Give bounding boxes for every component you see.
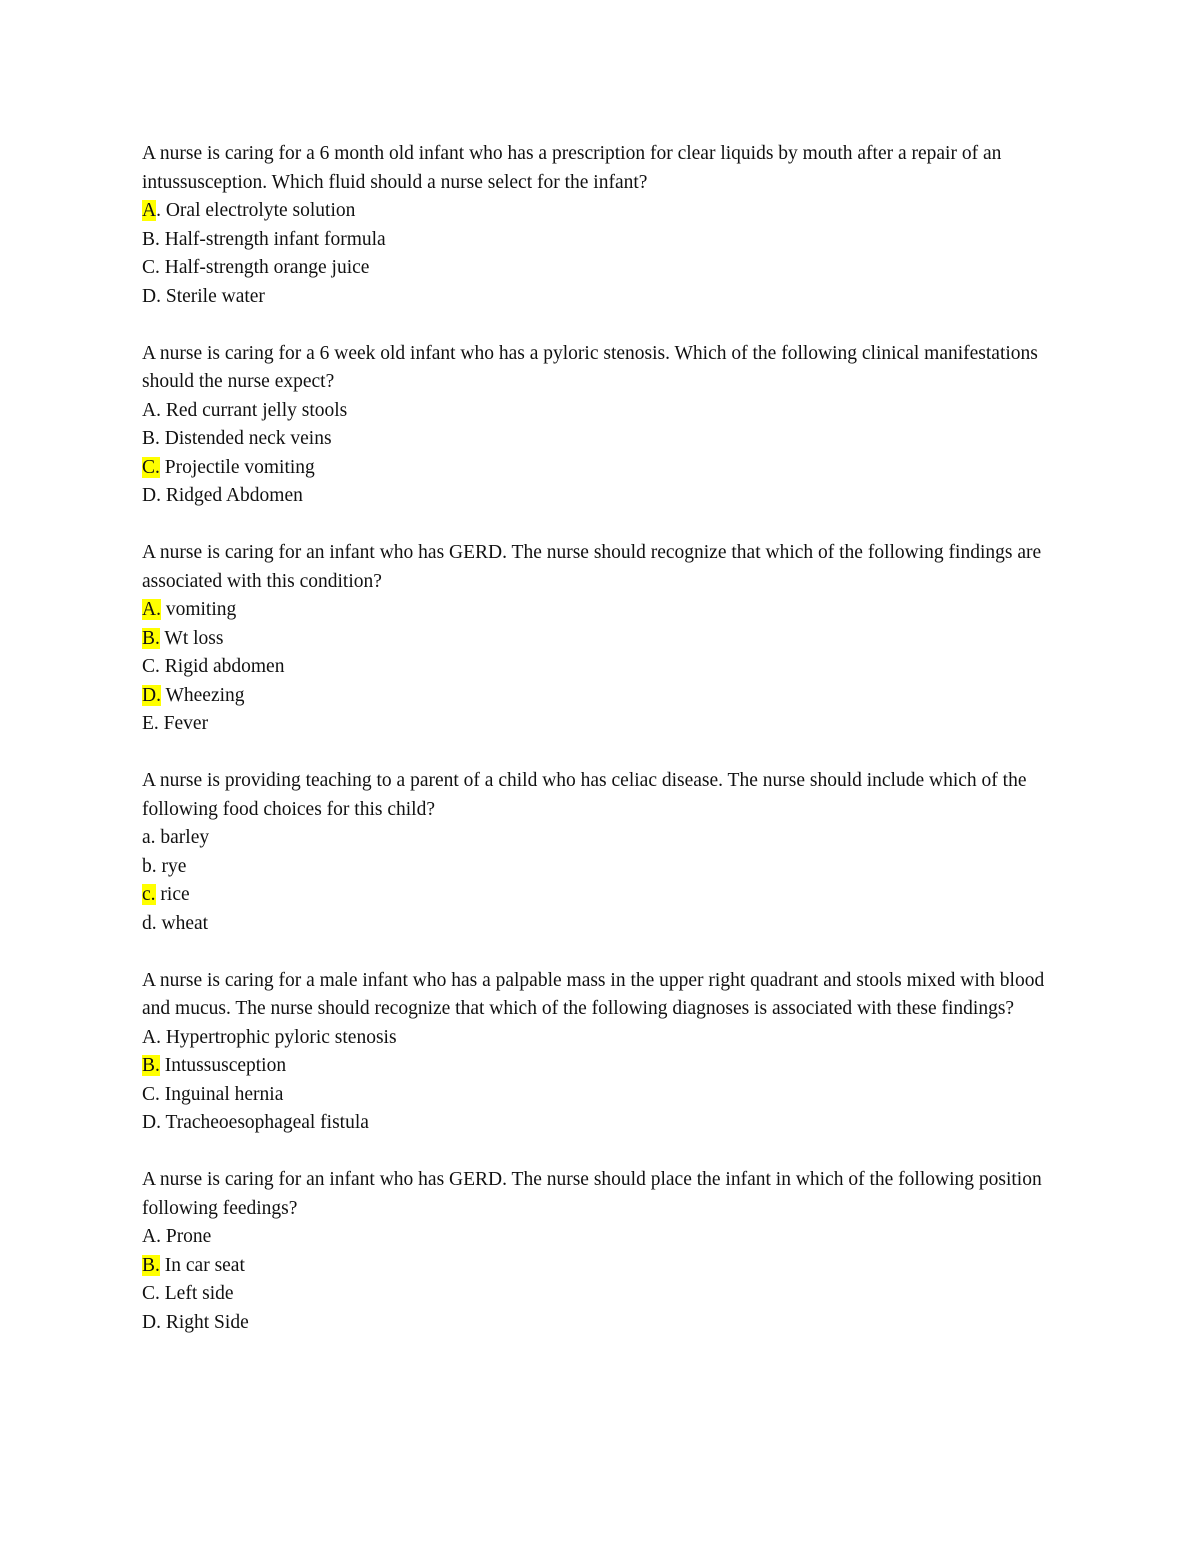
option-5d: D. Tracheoesophageal fistula xyxy=(142,1112,369,1133)
option-1d: D. Sterile water xyxy=(142,285,265,307)
option-4b: b. rye xyxy=(142,855,187,877)
option-letter: B. xyxy=(142,1055,160,1076)
question-text: A nurse is caring for a 6 month old infant who has a prescription for clear liquids by mouth after a repair of an intussusception. Which fluid should a nurse select for the infant? xyxy=(142,143,1002,193)
option-6c: C. Left side xyxy=(142,1283,234,1304)
document-body xyxy=(142,140,1062,1366)
option-letter: A. xyxy=(142,1026,161,1048)
option-letter: C. xyxy=(142,656,160,677)
option-6d: D. Right Side xyxy=(142,1311,249,1333)
option-5a: A. Hypertrophic pyloric stenosis xyxy=(142,1026,397,1048)
option-letter: A. xyxy=(142,399,161,421)
option-3e: E. Fever xyxy=(142,713,209,734)
question-4 xyxy=(142,767,1062,938)
option-letter: b. xyxy=(142,855,157,877)
option-1b: B. Half-strength infant formula xyxy=(142,228,386,250)
option-letter: D. xyxy=(142,1112,161,1133)
option-3b: B. Wt loss xyxy=(142,627,224,649)
option-2c: C. Projectile vomiting xyxy=(142,456,315,478)
option-3d: D. Wheezing xyxy=(142,684,245,706)
question-6 xyxy=(142,1166,1062,1337)
option-5b: B. Intussusception xyxy=(142,1055,287,1076)
option-letter: D. xyxy=(142,684,161,706)
option-1c: C. Half-strength orange juice xyxy=(142,257,370,278)
question-text: A nurse is providing teaching to a parent of a child who has celiac disease. The nurse should include which of the following food choices for this child? xyxy=(142,770,1027,820)
option-letter: a. xyxy=(142,827,156,848)
option-4a: a. barley xyxy=(142,827,210,848)
option-2d: D. Ridged Abdomen xyxy=(142,485,303,506)
option-letter: D. xyxy=(142,485,161,506)
question-text: A nurse is caring for a male infant who has a palpable mass in the upper right quadrant and stools mixed with blood and mucus. The nurse should recognize that which of the following diagnoses is associated with these findings? xyxy=(142,969,1045,1019)
option-letter: C. xyxy=(142,456,160,478)
question-5 xyxy=(142,967,1062,1138)
option-letter: C. xyxy=(142,1083,160,1105)
option-letter: C. xyxy=(142,257,160,278)
option-letter: A xyxy=(142,200,157,221)
option-letter: C. xyxy=(142,1283,160,1304)
option-letter: B. xyxy=(142,627,160,649)
question-1 xyxy=(142,140,1062,311)
question-3 xyxy=(142,539,1062,739)
option-letter: c. xyxy=(142,884,156,905)
option-2b: B. Distended neck veins xyxy=(142,428,332,449)
option-letter: D. xyxy=(142,285,161,307)
question-text: A nurse is caring for an infant who has GERD. The nurse should place the infant in which of the following position following feedings? xyxy=(142,1169,1042,1219)
option-letter: B. xyxy=(142,428,160,449)
option-4c: c. rice xyxy=(142,884,190,905)
option-2a: A. Red currant jelly stools xyxy=(142,399,348,421)
option-letter: B. xyxy=(142,1254,160,1276)
option-letter: A. xyxy=(142,1226,161,1247)
option-4d: d. wheat xyxy=(142,912,209,934)
question-text: A nurse is caring for a 6 week old infant who has a pyloric stenosis. Which of the following clinical manifestations should the nurse expect? xyxy=(142,342,1038,392)
option-6b: B. In car seat xyxy=(142,1254,245,1276)
option-1a: A. Oral electrolyte solution xyxy=(142,200,356,221)
option-letter: A. xyxy=(142,599,161,620)
option-letter: D. xyxy=(142,1311,161,1333)
option-letter: d. xyxy=(142,912,157,934)
option-letter: B. xyxy=(142,228,160,250)
question-2 xyxy=(142,340,1062,511)
option-3a: A. vomiting xyxy=(142,599,237,620)
option-6a: A. Prone xyxy=(142,1226,212,1247)
option-5c: C. Inguinal hernia xyxy=(142,1083,284,1105)
question-text: A nurse is caring for an infant who has GERD. The nurse should recognize that which of the following findings are associated with this condition? xyxy=(142,542,1042,592)
option-letter: E. xyxy=(142,713,159,734)
option-3c: C. Rigid abdomen xyxy=(142,656,285,677)
